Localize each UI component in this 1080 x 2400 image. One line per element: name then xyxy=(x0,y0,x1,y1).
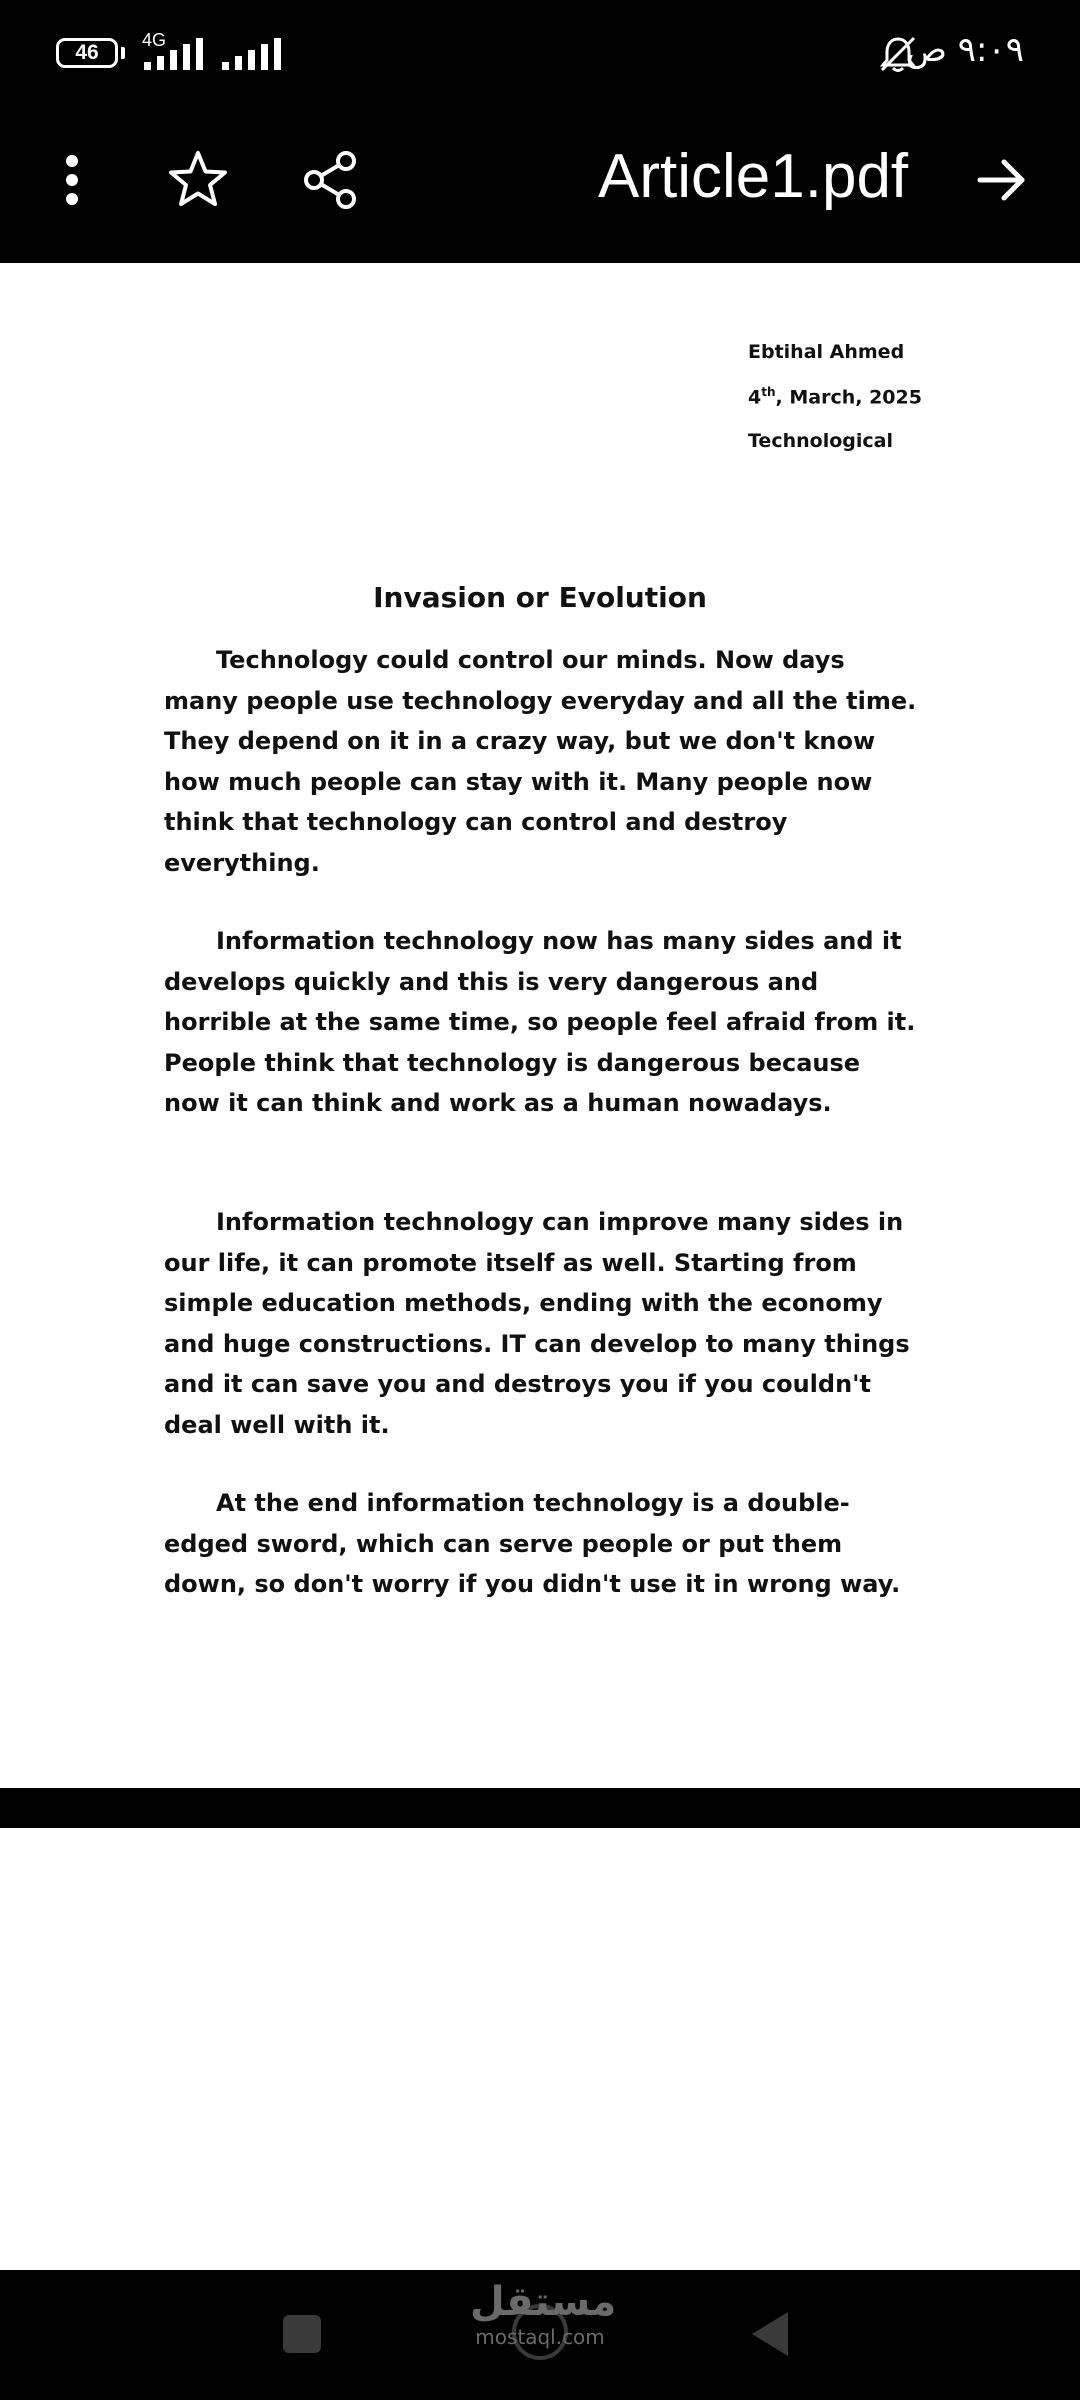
page-divider xyxy=(0,1788,1080,1828)
date-rest: , March, 2025 xyxy=(775,386,922,409)
paragraph-4: At the end information technology is a double-edged sword, which can serve people or put them down, so don't worry if you didn't use it in wrong way. xyxy=(164,1489,901,1598)
paragraph-2: Information technology now has many sides and it develops quickly and this is very dangerous and horrible at the same time, so people feel afraid from it. People think that technology is dangerous because now it can think and work as a human nowadays. xyxy=(164,927,916,1117)
document-date xyxy=(748,385,922,408)
more-vert-icon[interactable] xyxy=(40,148,104,212)
watermark xyxy=(470,2278,617,2349)
pdf-page[interactable] xyxy=(0,263,1080,1788)
battery-tip xyxy=(121,47,125,59)
network-type: 4G xyxy=(142,30,167,50)
document-category: Technological xyxy=(748,430,893,452)
star-icon[interactable] xyxy=(166,148,230,212)
paragraph-3: Information technology can improve many sides in our life, it can promote itself as well. Starting from simple education methods, ending with the economy and huge constructions. IT can develop to many things and it can save you and destroys you if you couldn't deal well with it. xyxy=(164,1208,910,1439)
clock: ٩:٠٩ ص xyxy=(905,30,1024,70)
share-icon[interactable] xyxy=(298,148,362,212)
battery-icon xyxy=(56,38,118,68)
document-title: Article1.pdf xyxy=(598,142,909,211)
date-suffix: th xyxy=(761,385,776,399)
article-title: Invasion or Evolution xyxy=(373,581,707,614)
paragraph-1: Technology could control our minds. Now days many people use technology everyday and all the time. They depend on it in a crazy way, but we don't know how much people can stay with it. Many people now think that technology can control and destroy everything. xyxy=(164,646,917,877)
battery-level: 46 xyxy=(75,41,99,64)
system-nav-bar xyxy=(0,2270,1080,2400)
signal-icon xyxy=(140,38,210,70)
signal-icon xyxy=(218,38,288,70)
recent-apps-icon[interactable] xyxy=(283,2315,321,2353)
arrow-forward-icon[interactable] xyxy=(970,148,1034,212)
watermark-url: mostaql.com xyxy=(475,2325,605,2349)
date-day: 4 xyxy=(748,386,762,409)
author-name: Ebtihal Ahmed xyxy=(748,341,905,363)
back-icon[interactable] xyxy=(750,2310,790,2358)
status-bar xyxy=(0,0,1080,108)
app-toolbar xyxy=(0,108,1080,263)
watermark-arabic: مستقل xyxy=(470,2279,617,2325)
